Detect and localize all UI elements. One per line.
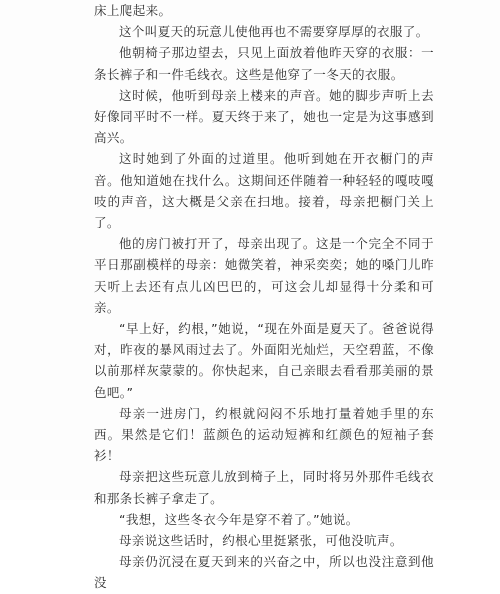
paragraph-1: 床上爬起来。 (94, 3, 172, 18)
paragraph-10: “我想，这些冬衣今年是穿不着了。”她说。 (119, 511, 359, 527)
paragraph-6: 他的房门被打开了，母亲出现了。这是一个完全不同于平日那副模样的母亲：她微笑着，神采奕奕；她的嗓门儿昨天听上去还有点儿凶巴巴的，可这会儿却显得十分柔和可亲。 (94, 236, 434, 315)
paragraph-12: 母亲仍沉浸在夏天到来的兴奋之中，所以也没注意到他没 (94, 554, 434, 591)
paragraph-8: 母亲一进房门，约根就闷闷不乐地打量着她手里的东西。果然是它们！蓝颜色的运动短裤和红颜色的短袖子套衫！ (94, 405, 434, 464)
paragraph-7: “早上好，约根，”她说，“现在外面是夏天了。爸爸说得对，昨夜的暴风雨过去了。外面阳光灿烂，天空碧蓝，不像以前那样灰蒙蒙的。你快起来，自己亲眼去看看那美丽的景色吧。” (94, 321, 434, 400)
body-text (94, 0, 434, 594)
paragraph-4: 这时候，他听到母亲上楼来的声音。她的脚步声听上去好像同平时不一样。夏天终于来了，她也一定是为这事感到高兴。 (94, 87, 434, 146)
paragraph-11: 母亲说这些话时，约根心里挺紧张，可他没吭声。 (119, 533, 403, 549)
paragraph-2: 这个叫夏天的玩意儿使他再也不需要穿厚厚的衣服了。 (119, 24, 429, 40)
paragraph-5: 这时她到了外面的过道里。他听到她在开衣橱门的声音。他知道她在找什么。这期间还伴随着一种轻轻的嘎吱嘎吱的声音，这大概是父亲在扫地。接着，母亲把橱门关上了。 (94, 151, 434, 231)
paragraph-3: 他朝椅子那边望去，只见上面放着他昨天穿的衣服：一条长裤子和一件毛线衣。这些是他穿了一冬天的衣服。 (94, 45, 434, 82)
paragraph-9: 母亲把这些玩意儿放到椅子上，同时将另外那件毛线衣和那条长裤子拿走了。 (94, 469, 434, 506)
